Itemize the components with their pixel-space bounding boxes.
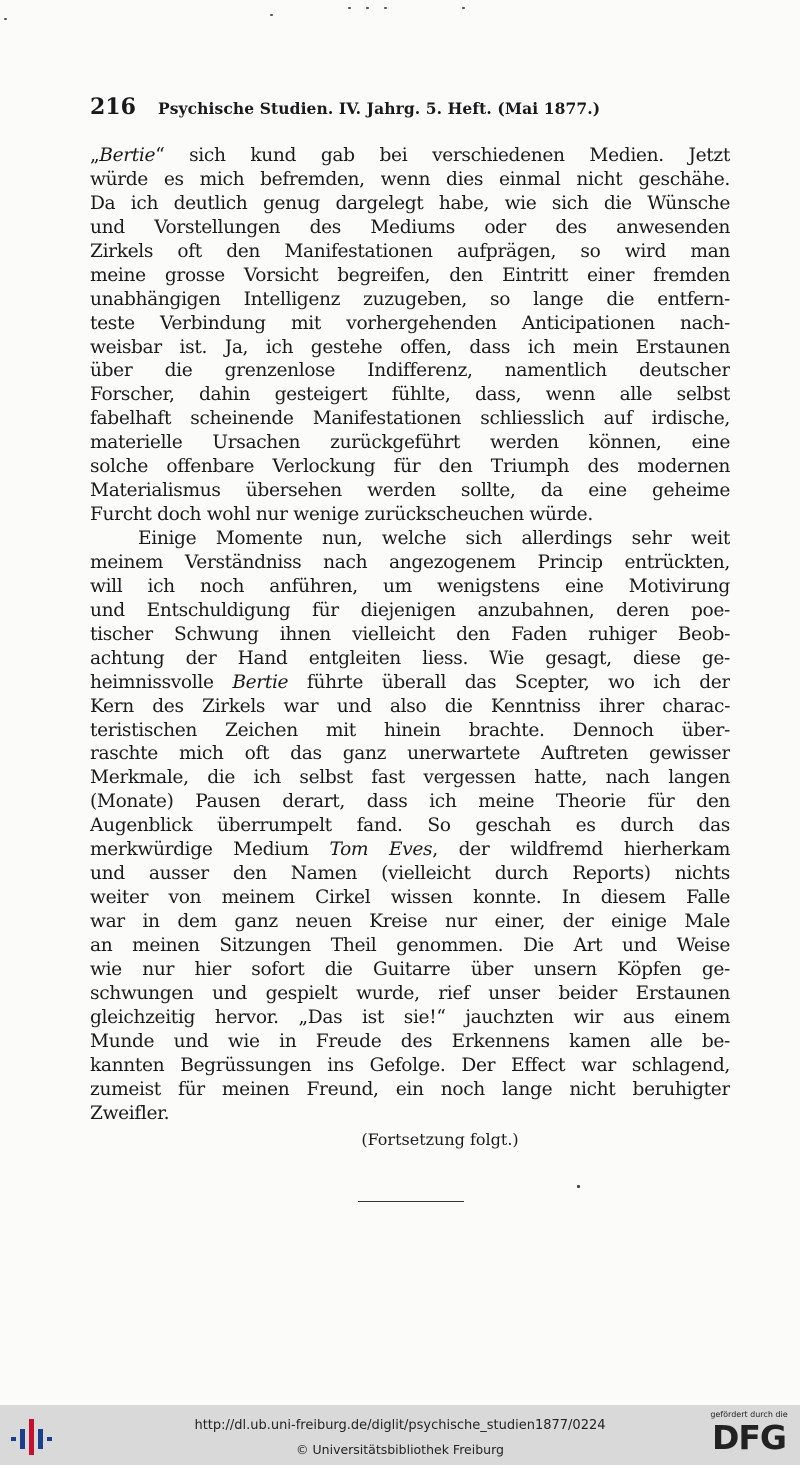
text-line: achtung der Hand entgleiten liess. Wie gesagt, diese ge- <box>90 647 730 669</box>
text-line: Da ich deutlich genug dargelegt habe, wie sich die Wünsche <box>90 192 730 214</box>
text-line: fabelhaft scheinende Manifestationen schliesslich auf irdische, <box>90 408 730 430</box>
text-line: Materialismus übersehen werden sollte, da eine geheime <box>90 480 730 502</box>
scan-speck <box>348 7 351 9</box>
text-line: meine grosse Vorsicht begreifen, den Eintritt einer fremden <box>90 264 730 286</box>
text-line: merkwürdige Medium Tom Eves, der wildfremd hierherkam <box>90 839 730 861</box>
text-line: Zirkels oft den Manifestationen aufprägen, so wird man <box>90 240 730 262</box>
text-line: Furcht doch wohl nur wenige zurückscheuchen würde. <box>90 504 593 526</box>
text-line: meinem Verständniss nach angezogenem Princip entrückten, <box>90 551 730 573</box>
body-text <box>90 144 730 1125</box>
viewer-footer <box>0 1405 800 1465</box>
text-line: tischer Schwung ihnen vielleicht den Faden ruhiger Beob- <box>90 623 730 645</box>
text-line: kannten Begrüssungen ins Gefolge. Der Effect war schlagend, <box>90 1054 730 1076</box>
page-number: 216 <box>90 94 136 120</box>
text-line: heimnissvolle Bertie führte überall das Scepter, wo ich der <box>90 671 730 693</box>
text-line: raschte mich oft das ganz unerwartete Auftreten gewisser <box>90 743 730 765</box>
text-line: Merkmale, die ich selbst fast vergessen hatte, nach langen <box>90 767 730 789</box>
text-line: wie nur hier sofort die Guitarre über unsern Köpfen ge- <box>90 958 730 980</box>
text-line: würde es mich befremden, wenn dies einmal nicht geschähe. <box>90 168 730 190</box>
scan-speck <box>577 1185 580 1188</box>
text-line: war in dem ganz neuen Kreise nur einer, der einige Male <box>90 911 730 932</box>
text-line: teristischen Zeichen mit hinein brachte. Dennoch über- <box>90 719 730 741</box>
permalink[interactable] <box>0 1418 800 1433</box>
text-line: gleichzeitig hervor. „Das ist sie!“ jauchzten wir aus einem <box>90 1006 730 1028</box>
scan-speck <box>4 18 7 20</box>
text-line: über die grenzenlose Indifferenz, namentlich deutscher <box>90 360 730 382</box>
text-line: Forscher, dahin gesteigert fühlte, dass, wenn alle selbst <box>90 384 730 406</box>
running-head: Psychische Studien. IV. Jahrg. 5. Heft. (Mai 1877.) <box>157 99 601 118</box>
text-line: und ausser den Namen (vielleicht durch Reports) nichts <box>90 863 730 885</box>
scan-speck <box>270 14 273 16</box>
text-line: weiter von meinem Cirkel wissen konnte. In diesem Falle <box>90 887 730 909</box>
text-line: Zweifler. <box>90 1102 170 1124</box>
dfg-caption: gefördert durch die <box>710 1410 788 1419</box>
text-line: materielle Ursachen zurückgeführt werden können, eine <box>90 432 730 454</box>
section-divider <box>358 1201 464 1202</box>
text-line: teste Verbindung mit vorhergehenden Anticipationen nach- <box>90 312 730 334</box>
text-line: weisbar ist. Ja, ich gestehe offen, dass ich mein Erstaunen <box>90 336 730 358</box>
text-line: (Monate) Pausen derart, dass ich meine Theorie für den <box>90 791 730 813</box>
scan-speck <box>366 7 369 9</box>
text-line: an meinen Sitzungen Theil genommen. Die Art und Weise <box>90 934 730 956</box>
permalink-link[interactable]: http://dl.ub.uni-freiburg.de/diglit/psychische_studien1877/0224 <box>194 1418 606 1433</box>
text-line: Einige Momente nun, welche sich allerdings sehr weit <box>138 528 730 549</box>
text-line: Munde und wie in Freude des Erkennens kamen alle be- <box>90 1030 730 1052</box>
text-line: schwungen und gespielt wurde, rief unser beider Erstaunen <box>90 982 730 1004</box>
scan-speck <box>462 7 465 9</box>
text-line: zumeist für meinen Freund, ein noch lange nicht beruhigter <box>90 1078 730 1100</box>
text-line: Augenblick überrumpelt fand. So geschah es durch das <box>90 815 730 837</box>
continuation-note: (Fortsetzung folgt.) <box>361 1130 519 1149</box>
dfg-funding-badge[interactable] <box>706 1410 792 1462</box>
scan-speck <box>384 7 387 9</box>
text-line: Kern des Zirkels war und also die Kenntniss ihrer charac- <box>90 695 730 717</box>
text-line: und Vorstellungen des Mediums oder des anwesenden <box>90 216 730 238</box>
scan-artifacts <box>0 6 800 16</box>
text-line: unabhängigen Intelligenz zuzugeben, so lange die entfern- <box>90 288 730 310</box>
text-line: solche offenbare Verlockung für den Triumph des modernen <box>90 456 730 478</box>
text-line: „Bertie“ sich kund gab bei verschiedenen Medien. Jetzt <box>90 145 730 166</box>
page-header <box>90 94 730 124</box>
dfg-logo-icon: DFG <box>711 1418 787 1457</box>
text-line: und Entschuldigung für diejenigen anzubahnen, deren poe- <box>90 599 730 621</box>
copyright-notice: © Universitätsbibliothek Freiburg <box>296 1442 504 1457</box>
text-line: will ich noch anführen, um wenigstens eine Motivirung <box>90 575 730 597</box>
